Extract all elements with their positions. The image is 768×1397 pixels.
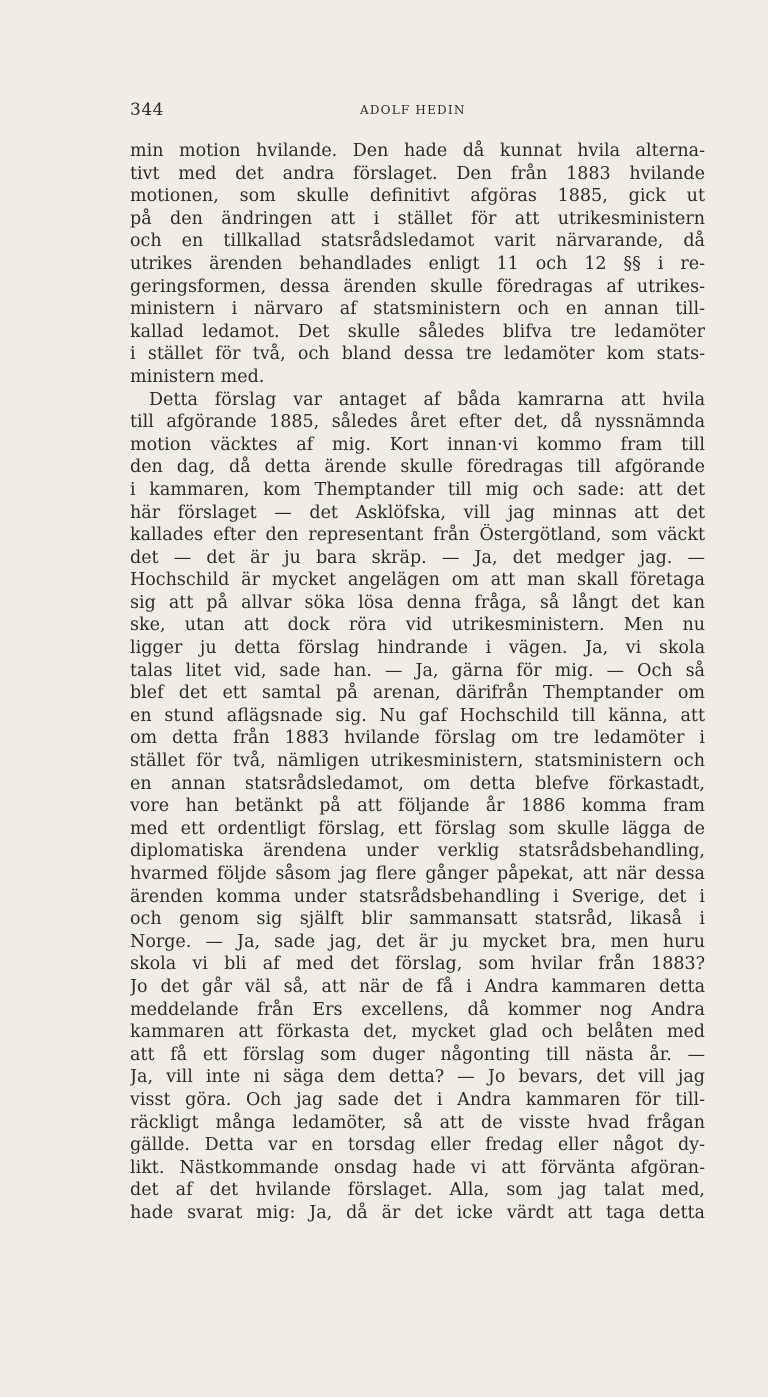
text-line: Jo det går väl så, att när de få i Andra kammaren detta [130, 976, 705, 997]
text-line: och genom sig själft blir sammansatt statsråd, likaså i [130, 909, 705, 930]
text-line: blef det ett samtal på arenan, därifrån Themptander om [130, 683, 705, 704]
text-line: visst göra. Och jag sade det i Andra kammaren för till- [130, 1089, 705, 1110]
text-line: ministern med. [130, 366, 265, 387]
text-line: vore han betänkt på att följande år 1886 komma fram [130, 796, 705, 817]
text-line: kallades efter den representant från Östergötland, som väckt [130, 525, 705, 546]
text-line: motionen, som skulle definitivt afgöras 1885, gick ut [130, 186, 705, 207]
body-text [130, 140, 705, 1225]
text-line: den dag, då detta ärende skulle föredragas till afgörande [130, 457, 705, 478]
text-line: diplomatiska ärendena under verklig statsrådsbehandling, [130, 841, 705, 862]
text-line: skola vi bli af med det förslag, som hvilar från 1883? [130, 954, 705, 975]
text-line: tivt med det andra förslaget. Den från 1883 hvilande [130, 163, 705, 184]
text-line: i stället för två, och bland dessa tre ledamöter kom stats- [130, 344, 705, 365]
text-line: och en tillkallad statsrådsledamot varit närvarande, då [130, 231, 705, 252]
text-line: kallad ledamot. Det skulle således blifva tre ledamöter [130, 321, 705, 342]
text-line: om detta från 1883 hvilande förslag om tre ledamöter i [130, 728, 705, 749]
text-line: utrikes ärenden behandlades enligt 11 och 12 §§ i re- [130, 253, 705, 274]
text-line: Hochschild är mycket angelägen om att man skall företaga [130, 570, 705, 591]
text-line: en annan statsrådsledamot, om detta blefve förkastadt, [130, 773, 705, 794]
text-line: Ja, vill inte ni säga dem detta? — Jo bevars, det vill jag [130, 1067, 705, 1088]
text-line: det — det är ju bara skräp. — Ja, det medger jag. — [130, 547, 705, 568]
text-line: sig att på allvar söka lösa denna fråga, så långt det kan [130, 592, 705, 613]
text-line: talas litet vid, sade han. — Ja, gärna för mig. — Och så [130, 660, 705, 681]
text-line: på den ändringen att i stället för att utrikesministern [130, 208, 705, 229]
text-line: att få ett förslag som duger någonting till nästa år. — [130, 1044, 705, 1065]
text-line: ministern i närvaro af statsministern och en annan till- [130, 299, 705, 320]
page-header [130, 100, 705, 122]
text-line: med ett ordentligt förslag, ett förslag som skulle lägga de [130, 818, 705, 839]
text-line: geringsformen, dessa ärenden skulle föredragas af utrikes- [130, 276, 705, 297]
text-line: det af det hvilande förslaget. Alla, som jag talat med, [130, 1180, 705, 1201]
text-line: gällde. Detta var en torsdag eller fredag eller något dy- [130, 1135, 705, 1156]
text-line: kammaren att förkasta det, mycket glad och belåten med [130, 1022, 705, 1043]
text-line: ärenden komma under statsrådsbehandling i Sverige, det i [130, 886, 705, 907]
text-line: en stund aflägsnade sig. Nu gaf Hochschild till känna, att [130, 705, 705, 726]
text-line: motion väcktes af mig. Kort innan·vi kommo fram till [130, 434, 705, 455]
text-line: ske, utan att dock röra vid utrikesministern. Men nu [130, 615, 705, 636]
text-line: Norge. — Ja, sade jag, det är ju mycket bra, men huru [130, 931, 705, 952]
text-line: likt. Nästkommande onsdag hade vi att förvänta afgöran- [130, 1157, 705, 1178]
text-line: Detta förslag var antaget af båda kamrarna att hvila [149, 389, 705, 410]
page-number: 344 [130, 100, 164, 120]
running-head: ADOLF HEDIN [360, 103, 466, 117]
text-line: här förslaget — det Asklöfska, vill jag minnas att det [130, 502, 705, 523]
text-line: stället för två, nämligen utrikesministern, statsministern och [130, 751, 705, 772]
text-line: hade svarat mig: Ja, då är det icke värdt att taga detta [130, 1202, 705, 1223]
text-line: hvarmed följde såsom jag flere gånger påpekat, att när dessa [130, 864, 705, 884]
text-line: i kammaren, kom Themptander till mig och sade: att det [130, 479, 705, 500]
text-line: ligger ju detta förslag hindrande i vägen. Ja, vi skola [130, 638, 705, 659]
text-line: räckligt många ledamöter, så att de visste hvad frågan [130, 1112, 705, 1133]
text-line: till afgörande 1885, således året efter det, då nyssnämnda [130, 412, 705, 433]
text-line: min motion hvilande. Den hade då kunnat hvila alterna- [130, 141, 705, 161]
text-line: meddelande från Ers excellens, då kommer nog Andra [130, 999, 705, 1020]
